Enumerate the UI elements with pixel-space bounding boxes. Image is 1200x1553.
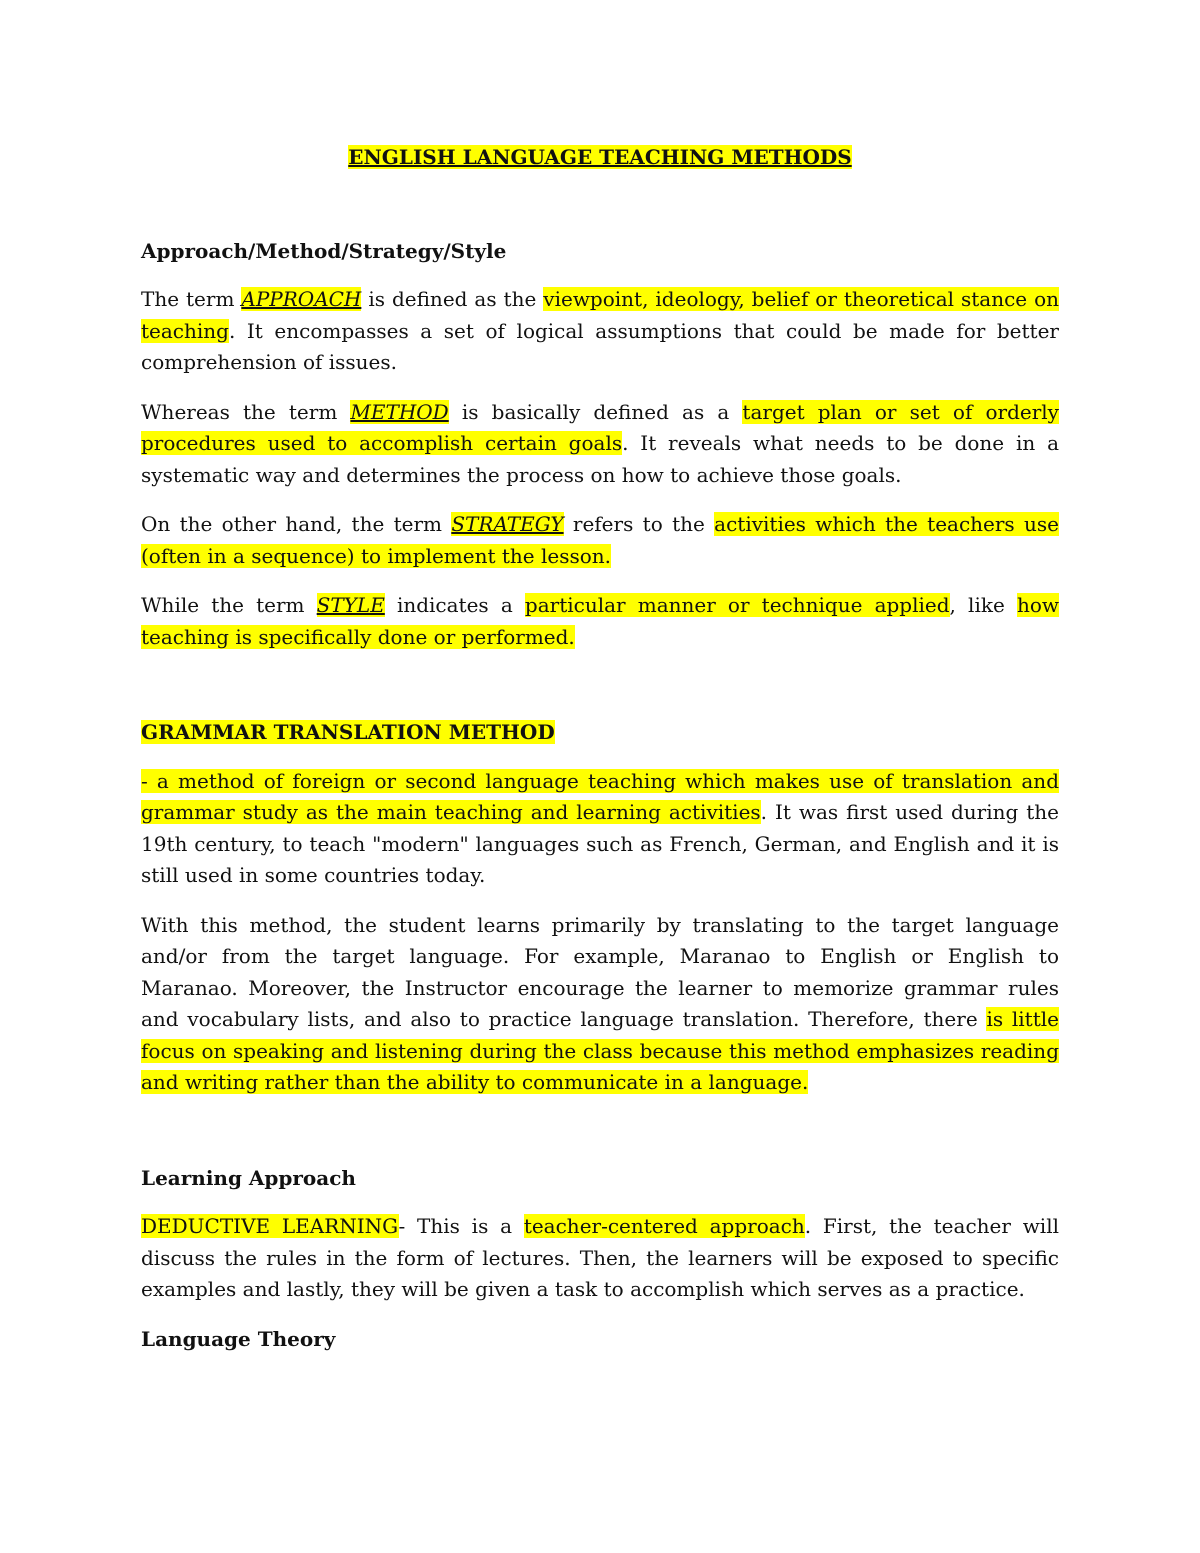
term-approach: APPROACH (241, 287, 362, 311)
text-run: . First, the teacher will discuss the rules in the form of lectures. Then, the learners will be exposed to specific examples and lastly, they will be given a task to accomplish which serves as a practice. (141, 1214, 1059, 1301)
paragraph-style (141, 590, 1059, 653)
document-page (141, 142, 1059, 1355)
highlight: target plan or set of orderly procedures used to accomplish certain goals (141, 399, 1059, 455)
highlight: is little focus on speaking and listening during the class because this method emphasizes reading and writing rather than the ability to communicate in a language. (141, 1007, 1059, 1094)
text-run: On the other hand, the term (141, 512, 452, 536)
text-run: ENGLISH LANGUAGE TEACHING METHODS (348, 145, 852, 169)
highlight: DEDUCTIVE LEARNING (141, 1214, 399, 1238)
text-run: . It encompasses a set of logical assumptions that could be made for better comprehension of issues. (141, 318, 1059, 374)
document-title (141, 142, 1059, 174)
paragraph-deductive-learning (141, 1211, 1059, 1306)
text-run: Whereas the term (141, 399, 351, 424)
section-heading-learning-approach: Learning Approach (141, 1165, 356, 1190)
text-run: . It reveals what needs to be done in a systematic way and determines the process on how to achieve those goals. (141, 431, 1059, 487)
text-run: is defined as the (361, 287, 544, 311)
text-run: GRAMMAR TRANSLATION METHOD (141, 720, 555, 744)
term-style: STYLE (316, 593, 385, 617)
highlight: how teaching is specifically done or performed. (141, 593, 1059, 649)
text-run: While the term (141, 593, 317, 617)
section-heading-approach: Approach/Method/Strategy/Style (141, 238, 507, 263)
paragraph-strategy (141, 509, 1059, 572)
highlight: activities which the teachers use (often in a sequence) to implement the lesson. (141, 512, 1059, 568)
highlight: viewpoint, ideology, belief or theoretical stance on teaching (141, 287, 1060, 343)
text-run: refers to the (563, 512, 715, 536)
text-run: indicates a (384, 593, 525, 617)
highlight: - a method of foreign or second language teaching which makes use of translation and grammar study as the main teaching and learning activities (141, 768, 1059, 824)
text-run: , like (949, 593, 1017, 617)
paragraph-method (141, 397, 1059, 492)
text-run: is basically defined as a (448, 399, 743, 424)
term-method: METHOD (350, 399, 449, 424)
paragraph-approach (141, 284, 1059, 379)
section-heading-grammar-translation (141, 717, 1059, 749)
text-run: . It was first used during the 19th century, to teach "modern" languages such as French, German, and English and it is still used in some countries today. (141, 800, 1059, 887)
text-run: With this method, the student learns primarily by translating to the target language and/or from the target language. For example, Maranao to English or English to Maranao. Moreover, the Instructor encourage the learner to memorize grammar rules and vocabulary lists, and also to practice language translation. Therefore, there (141, 912, 1059, 1031)
paragraph-gtm-definition (141, 766, 1059, 892)
highlight: particular manner or technique applied (524, 593, 950, 617)
highlight: teacher-centered approach (523, 1214, 805, 1238)
term-strategy: STRATEGY (451, 512, 564, 536)
text-run: - This is a (398, 1214, 524, 1238)
paragraph-gtm-description (141, 910, 1059, 1099)
text-run: The term (141, 287, 242, 311)
section-heading-language-theory: Language Theory (141, 1326, 336, 1351)
